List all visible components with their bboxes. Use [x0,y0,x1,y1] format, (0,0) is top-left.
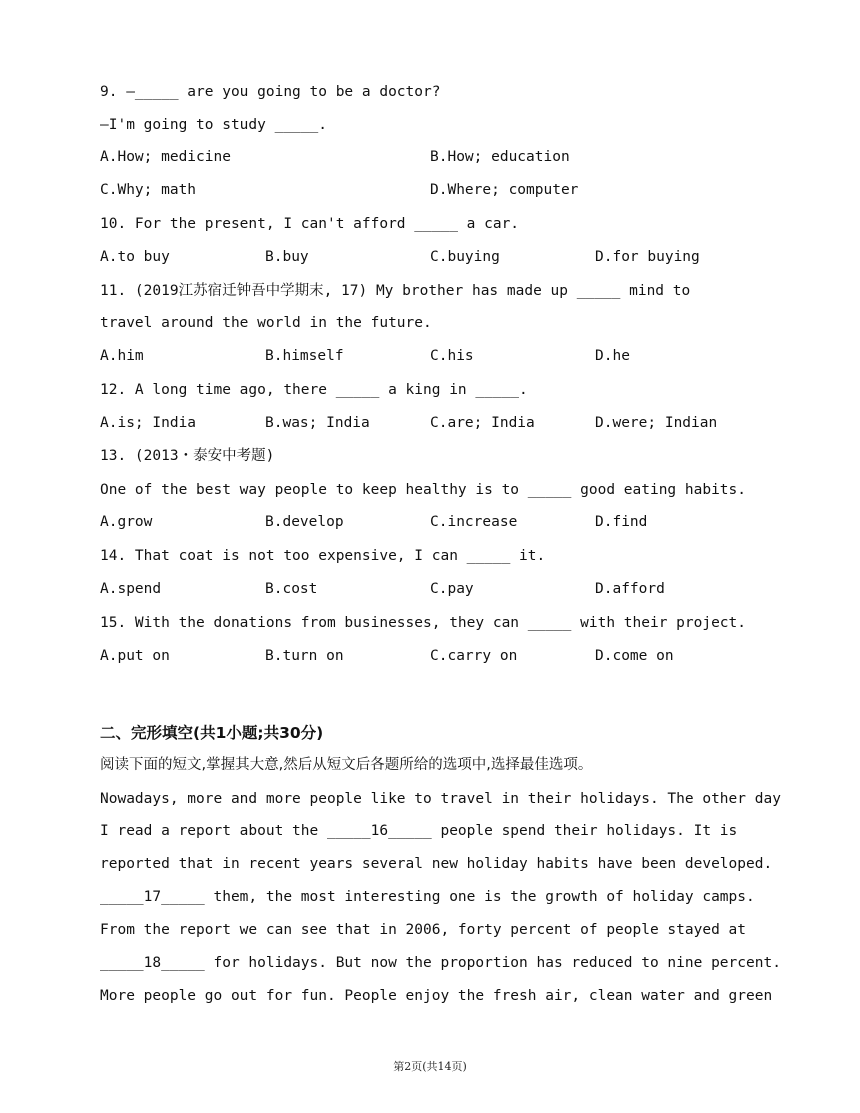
question-14-option-a: A.spend [100,581,162,597]
passage-line-6: _____18_____ for holidays. But now the proportion has reduced to nine percent. [100,955,781,971]
question-13-option-c: C.increase [430,514,518,530]
question-15-stem: 15. With the donations from businesses, they can _____ with their project. [100,615,747,631]
question-13-option-b: B.develop [265,514,344,530]
question-9-option-b: B.How; education [430,149,570,165]
question-13-stem: 13. (2013・泰安中考题) [100,448,275,464]
question-13-option-a: A.grow [100,514,153,530]
passage-line-7: More people go out for fun. People enjoy the fresh air, clean water and green [100,988,773,1004]
question-9-option-c: C.Why; math [100,182,197,198]
question-11-option-d: D.he [595,348,630,364]
question-12-option-c: C.are; India [430,415,535,431]
question-13-option-d: D.find [595,514,648,530]
question-9-stem-2: —I'm going to study _____. [100,117,327,133]
question-10-option-b: B.buy [265,249,309,265]
passage-line-4: _____17_____ them, the most interesting one is the growth of holiday camps. [100,889,755,905]
passage-line-1: Nowadays, more and more people like to travel in their holidays. The other day [100,791,781,807]
question-9-option-d: D.Where; computer [430,182,579,198]
question-11-option-c: C.his [430,348,474,364]
question-12-option-a: A.is; India [100,415,197,431]
section-title: 二、完形填空(共1小题;共30分) [100,724,324,742]
question-10-option-c: C.buying [430,249,500,265]
question-14-option-d: D.afford [595,581,665,597]
question-15-option-b: B.turn on [265,648,344,664]
question-15-option-c: C.carry on [430,648,518,664]
page-footer: 第2页(共14页) [393,1060,467,1073]
passage-line-2: I read a report about the _____16_____ people spend their holidays. It is [100,823,738,839]
section-instruction: 阅读下面的短文,掌握其大意,然后从短文后各题所给的选项中,选择最佳选项。 [100,757,593,773]
question-13-stem-2: One of the best way people to keep healthy is to _____ good eating habits. [100,482,747,498]
question-10-option-a: A.to buy [100,249,170,265]
question-12-option-d: D.were; Indian [595,415,718,431]
question-11-option-b: B.himself [265,348,344,364]
question-9-stem: 9. —_____ are you going to be a doctor? [100,84,441,100]
question-12-stem: 12. A long time ago, there _____ a king in _____. [100,382,528,398]
question-11-option-a: A.him [100,348,144,364]
question-10-option-d: D.for buying [595,249,700,265]
passage-line-5: From the report we can see that in 2006, forty percent of people stayed at [100,922,747,938]
passage-line-3: reported that in recent years several new holiday habits have been developed. [100,856,773,872]
question-12-option-b: B.was; India [265,415,370,431]
question-10-stem: 10. For the present, I can't afford _____ a car. [100,216,520,232]
question-15-option-a: A.put on [100,648,170,664]
question-14-stem: 14. That coat is not too expensive, I can _____ it. [100,548,546,564]
question-9-option-a: A.How; medicine [100,149,231,165]
question-15-option-d: D.come on [595,648,674,664]
question-11-stem: 11. (2019江苏宿迁钟吾中学期末, 17) My brother has made up _____ mind to [100,283,691,299]
question-14-option-b: B.cost [265,581,318,597]
question-11-stem-2: travel around the world in the future. [100,315,432,331]
question-14-option-c: C.pay [430,581,474,597]
